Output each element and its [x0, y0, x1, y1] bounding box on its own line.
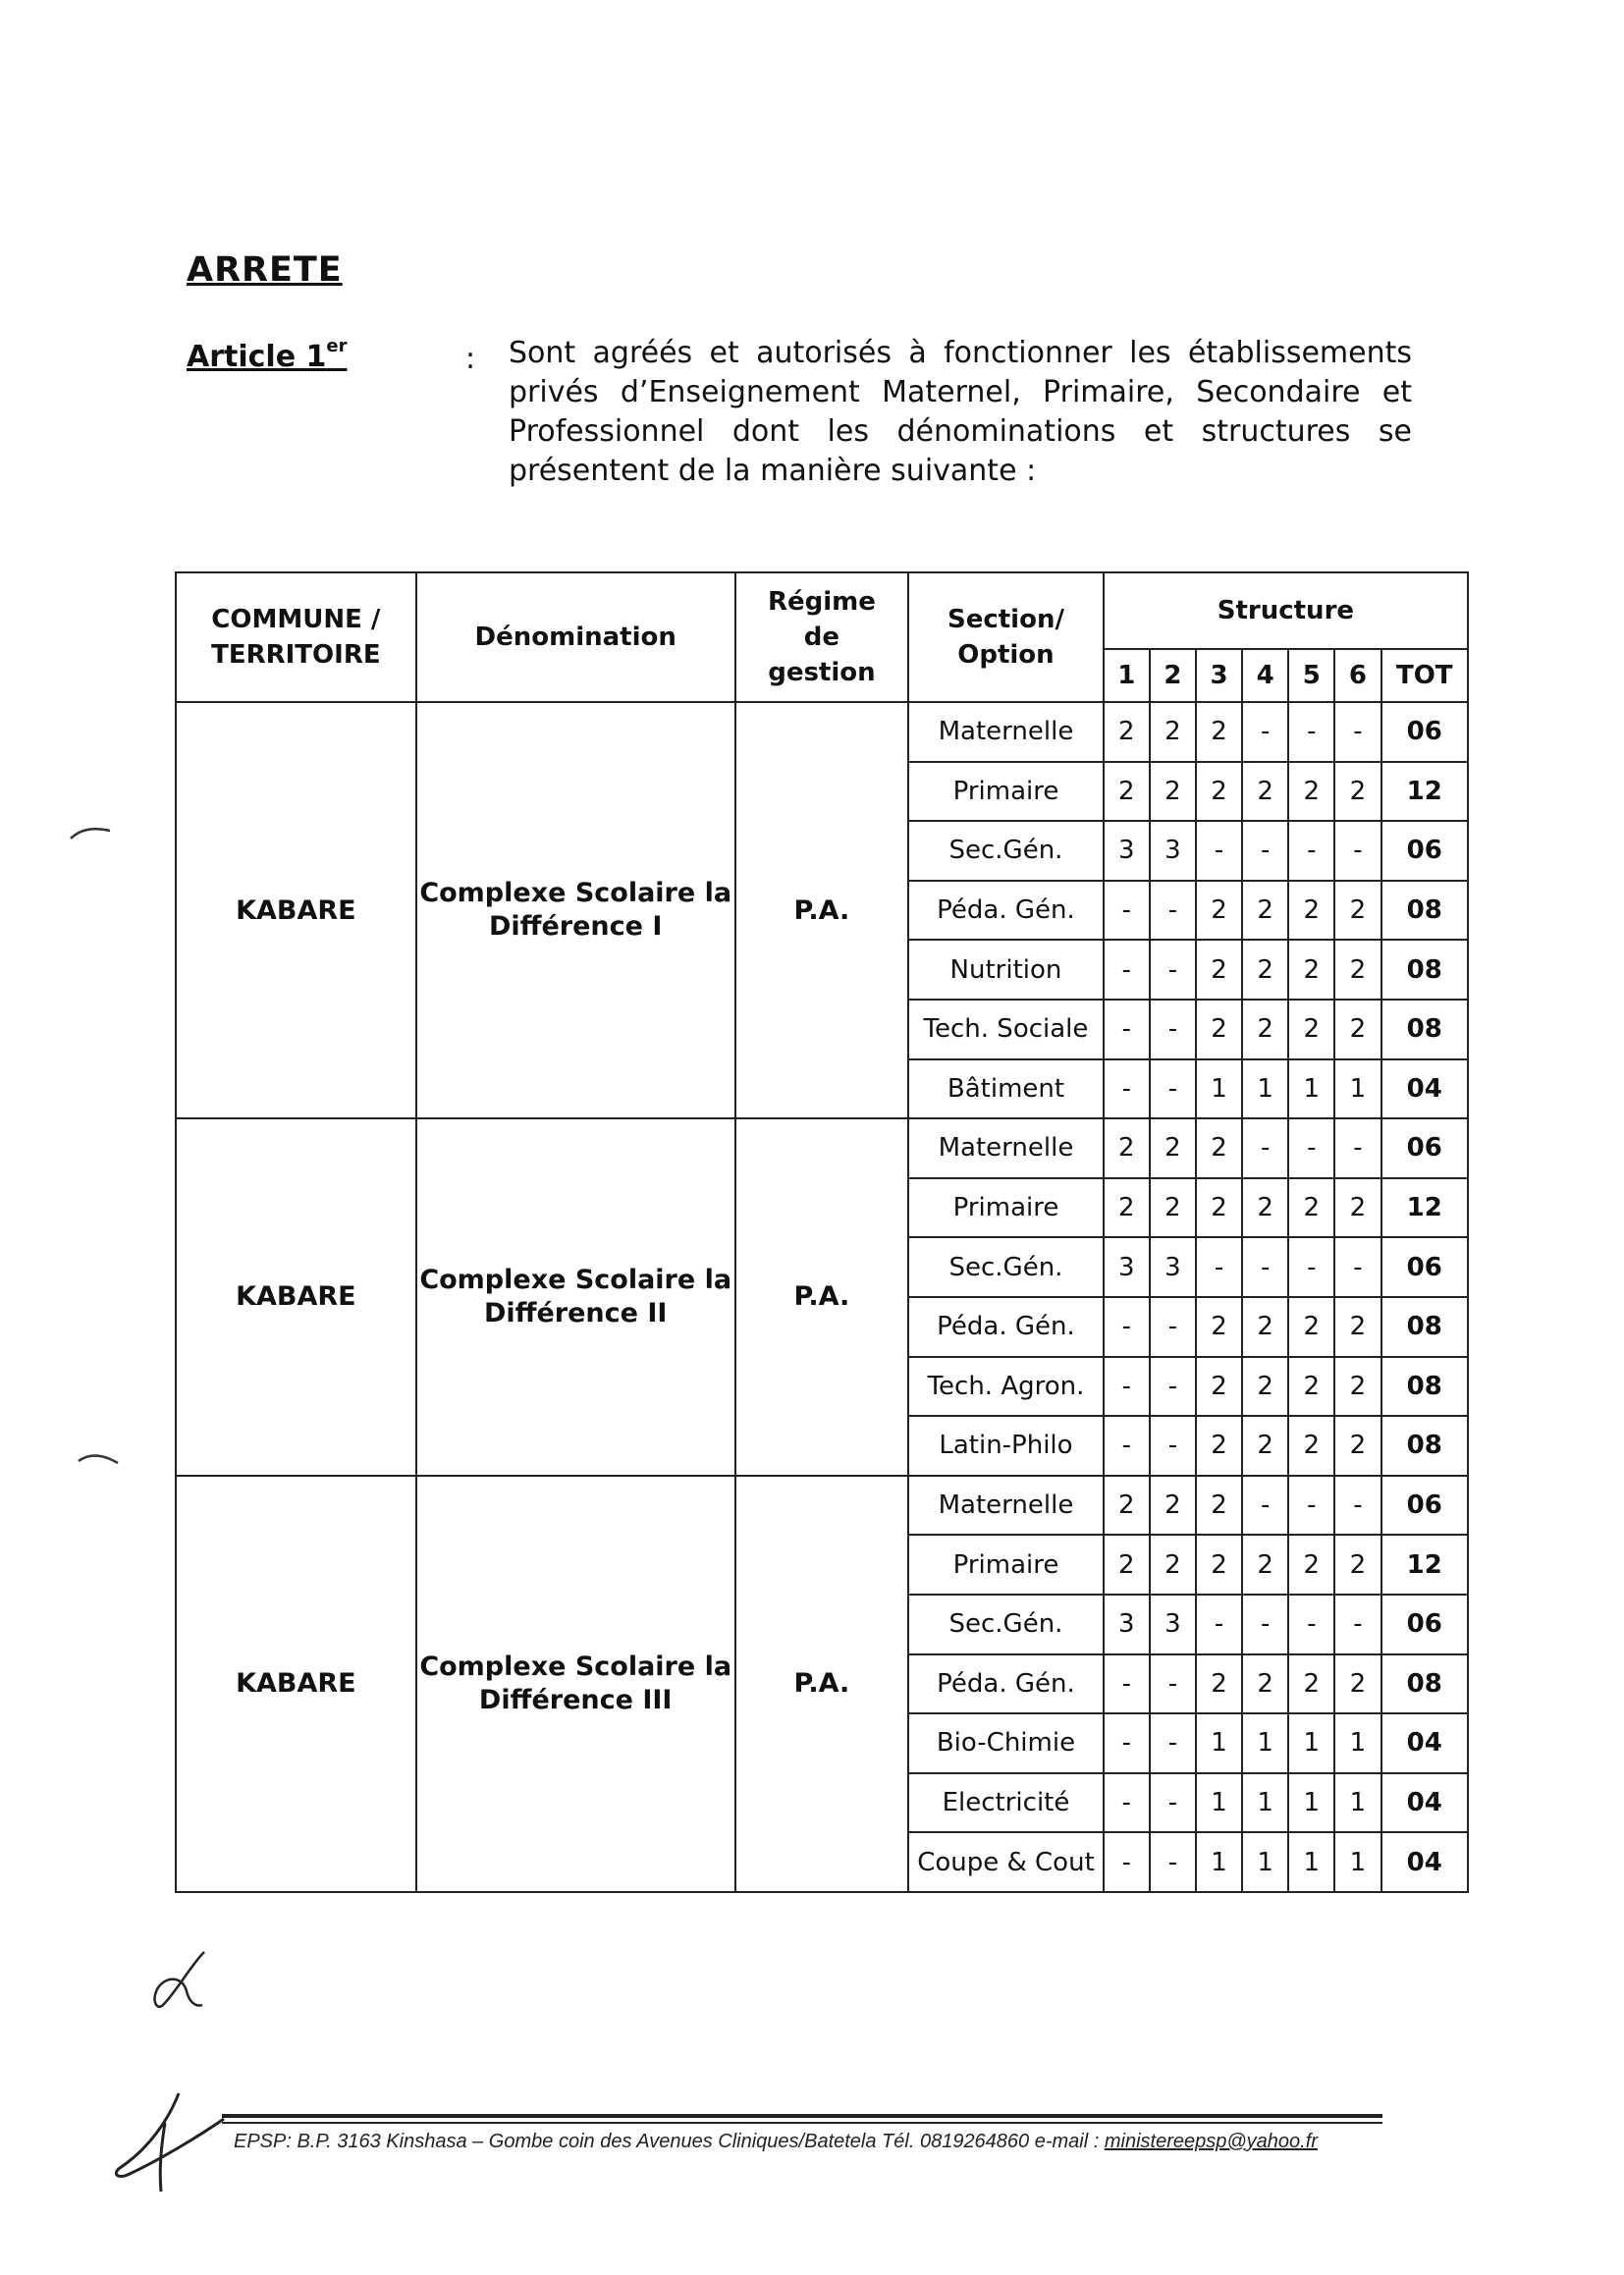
- structure-cell-5: 2: [1288, 1178, 1334, 1238]
- structure-cell-5: 1: [1288, 1059, 1334, 1119]
- commune-cell: KABARE: [176, 1118, 416, 1476]
- initial-mark: [147, 1946, 216, 2015]
- structure-cell-4: 2: [1242, 1178, 1288, 1238]
- table-row: [176, 1476, 1468, 1536]
- structure-cell-3: 2: [1196, 1476, 1242, 1536]
- option-cell: Primaire: [908, 1535, 1104, 1595]
- structure-cell-1: 2: [1104, 1535, 1150, 1595]
- article-label-superscript: er: [326, 336, 348, 356]
- article-colon: :: [465, 342, 476, 376]
- total-cell: 08: [1381, 1416, 1468, 1476]
- option-cell: Sec.Gén.: [908, 1237, 1104, 1297]
- structure-cell-4: 2: [1242, 1297, 1288, 1357]
- option-cell: Coupe & Cout: [908, 1832, 1104, 1892]
- denomination-cell: Complexe Scolaire la Différence II: [416, 1118, 735, 1476]
- table-row: [176, 1118, 1468, 1178]
- regime-cell: P.A.: [735, 1118, 909, 1476]
- structure-cell-6: 1: [1334, 1832, 1380, 1892]
- structure-cell-1: -: [1104, 1654, 1150, 1714]
- structure-cell-5: -: [1288, 821, 1334, 881]
- total-cell: 06: [1381, 1476, 1468, 1536]
- denomination-cell: Complexe Scolaire la Différence I: [416, 702, 735, 1118]
- option-cell: Maternelle: [908, 702, 1104, 762]
- structure-cell-2: 2: [1150, 1178, 1196, 1238]
- structure-cell-1: 2: [1104, 1178, 1150, 1238]
- total-cell: 12: [1381, 762, 1468, 822]
- structure-cell-4: -: [1242, 702, 1288, 762]
- structure-cell-6: -: [1334, 1118, 1380, 1178]
- option-cell: Péda. Gén.: [908, 1297, 1104, 1357]
- structure-cell-1: -: [1104, 1357, 1150, 1417]
- page-heading: ARRETE: [187, 250, 343, 290]
- structure-cell-6: 2: [1334, 1416, 1380, 1476]
- header-col-tot: TOT: [1381, 649, 1468, 702]
- structure-cell-6: 2: [1334, 940, 1380, 1000]
- option-cell: Sec.Gén.: [908, 821, 1104, 881]
- structure-cell-6: 2: [1334, 1000, 1380, 1059]
- structure-cell-5: 2: [1288, 1416, 1334, 1476]
- total-cell: 04: [1381, 1713, 1468, 1773]
- structure-cell-1: -: [1104, 1416, 1150, 1476]
- structure-cell-6: -: [1334, 702, 1380, 762]
- article-text: Sont agréés et autorisés à fonctionner les établissements privés d’Enseignement Maternel, Primaire, Secondaire et Professionnel dont les dénominations et structures se présentent de la manière suivante :: [509, 336, 1412, 488]
- structure-cell-2: -: [1150, 1832, 1196, 1892]
- structure-cell-1: 2: [1104, 1476, 1150, 1536]
- structure-cell-6: -: [1334, 1237, 1380, 1297]
- option-cell: Primaire: [908, 1178, 1104, 1238]
- total-cell: 08: [1381, 1297, 1468, 1357]
- structure-cell-2: -: [1150, 1713, 1196, 1773]
- regime-cell: P.A.: [735, 702, 909, 1118]
- structure-cell-3: 2: [1196, 1000, 1242, 1059]
- total-cell: 04: [1381, 1059, 1468, 1119]
- article-label-text: Article 1: [187, 340, 327, 374]
- structure-cell-4: -: [1242, 1595, 1288, 1654]
- structure-cell-5: -: [1288, 702, 1334, 762]
- structure-cell-3: 2: [1196, 1118, 1242, 1178]
- structure-cell-6: -: [1334, 1476, 1380, 1536]
- structure-cell-1: -: [1104, 1059, 1150, 1119]
- structure-cell-1: 2: [1104, 702, 1150, 762]
- option-cell: Primaire: [908, 762, 1104, 822]
- structure-cell-2: -: [1150, 881, 1196, 941]
- table-row: [176, 702, 1468, 762]
- header-col-6: 6: [1334, 649, 1380, 702]
- structure-cell-2: 2: [1150, 1118, 1196, 1178]
- total-cell: 06: [1381, 1118, 1468, 1178]
- structure-cell-1: 3: [1104, 1595, 1150, 1654]
- total-cell: 12: [1381, 1535, 1468, 1595]
- margin-mark-1: [67, 821, 116, 844]
- structure-cell-4: 1: [1242, 1832, 1288, 1892]
- structure-cell-2: 3: [1150, 1237, 1196, 1297]
- structure-cell-5: 2: [1288, 881, 1334, 941]
- structure-cell-2: -: [1150, 1297, 1196, 1357]
- structure-cell-2: 2: [1150, 1535, 1196, 1595]
- structure-cell-4: 2: [1242, 1000, 1288, 1059]
- structure-cell-3: 1: [1196, 1773, 1242, 1833]
- structure-cell-4: 2: [1242, 1357, 1288, 1417]
- structure-cell-3: 2: [1196, 1178, 1242, 1238]
- total-cell: 12: [1381, 1178, 1468, 1238]
- margin-mark-2: [75, 1447, 124, 1471]
- structure-cell-1: -: [1104, 1832, 1150, 1892]
- structure-cell-2: -: [1150, 940, 1196, 1000]
- structure-cell-5: -: [1288, 1118, 1334, 1178]
- structure-cell-2: -: [1150, 1654, 1196, 1714]
- structure-cell-1: 2: [1104, 1118, 1150, 1178]
- structure-cell-4: 2: [1242, 1654, 1288, 1714]
- structure-cell-3: 2: [1196, 881, 1242, 941]
- total-cell: 06: [1381, 1595, 1468, 1654]
- structure-cell-2: -: [1150, 1773, 1196, 1833]
- structure-cell-4: 2: [1242, 762, 1288, 822]
- structure-cell-4: 2: [1242, 940, 1288, 1000]
- structure-cell-3: 1: [1196, 1713, 1242, 1773]
- table-header: [176, 572, 1468, 702]
- structure-cell-5: -: [1288, 1595, 1334, 1654]
- structure-cell-2: -: [1150, 1416, 1196, 1476]
- structure-cell-1: -: [1104, 1000, 1150, 1059]
- structure-cell-3: 1: [1196, 1059, 1242, 1119]
- structure-cell-4: 1: [1242, 1059, 1288, 1119]
- option-cell: Maternelle: [908, 1118, 1104, 1178]
- structure-cell-5: 2: [1288, 1000, 1334, 1059]
- structure-cell-6: 2: [1334, 1535, 1380, 1595]
- total-cell: 06: [1381, 1237, 1468, 1297]
- footer-rule-thin: [222, 2122, 1382, 2124]
- structure-cell-3: 2: [1196, 940, 1242, 1000]
- total-cell: 08: [1381, 1000, 1468, 1059]
- total-cell: 08: [1381, 940, 1468, 1000]
- structure-cell-4: -: [1242, 1118, 1288, 1178]
- total-cell: 06: [1381, 702, 1468, 762]
- total-cell: 08: [1381, 881, 1468, 941]
- structure-cell-1: 3: [1104, 1237, 1150, 1297]
- structure-cell-3: 2: [1196, 1416, 1242, 1476]
- structure-cell-5: 2: [1288, 1357, 1334, 1417]
- footer-address: [234, 2131, 1318, 2153]
- header-col-4: 4: [1242, 649, 1288, 702]
- structure-cell-6: -: [1334, 821, 1380, 881]
- structure-cell-1: -: [1104, 1297, 1150, 1357]
- denomination-cell: Complexe Scolaire la Différence III: [416, 1476, 735, 1892]
- structure-cell-2: 2: [1150, 762, 1196, 822]
- structure-cell-1: -: [1104, 881, 1150, 941]
- total-cell: 06: [1381, 821, 1468, 881]
- commune-cell: KABARE: [176, 702, 416, 1118]
- structure-cell-1: -: [1104, 940, 1150, 1000]
- option-cell: Péda. Gén.: [908, 881, 1104, 941]
- header-col-3: 3: [1196, 649, 1242, 702]
- structure-cell-2: -: [1150, 1000, 1196, 1059]
- regime-cell: P.A.: [735, 1476, 909, 1892]
- structure-cell-3: -: [1196, 1595, 1242, 1654]
- header-denomination: Dénomination: [416, 572, 735, 702]
- structure-cell-3: 2: [1196, 1535, 1242, 1595]
- option-cell: Maternelle: [908, 1476, 1104, 1536]
- structure-cell-6: 1: [1334, 1773, 1380, 1833]
- article-label: [187, 336, 348, 374]
- structure-cell-2: -: [1150, 1059, 1196, 1119]
- option-cell: Tech. Agron.: [908, 1357, 1104, 1417]
- structure-cell-6: 2: [1334, 1654, 1380, 1714]
- structure-cell-5: 2: [1288, 1535, 1334, 1595]
- structure-cell-6: -: [1334, 1595, 1380, 1654]
- option-cell: Bâtiment: [908, 1059, 1104, 1119]
- structure-cell-3: -: [1196, 1237, 1242, 1297]
- structure-cell-3: -: [1196, 821, 1242, 881]
- structure-cell-5: 2: [1288, 1297, 1334, 1357]
- structure-cell-6: 1: [1334, 1059, 1380, 1119]
- header-col-2: 2: [1150, 649, 1196, 702]
- structure-cell-6: 2: [1334, 1357, 1380, 1417]
- structure-cell-6: 2: [1334, 1178, 1380, 1238]
- structure-cell-4: 1: [1242, 1773, 1288, 1833]
- option-cell: Latin-Philo: [908, 1416, 1104, 1476]
- structure-cell-4: 2: [1242, 881, 1288, 941]
- structure-cell-5: 2: [1288, 1654, 1334, 1714]
- structure-cell-4: -: [1242, 1476, 1288, 1536]
- structure-cell-1: 2: [1104, 762, 1150, 822]
- header-commune: COMMUNE / TERRITOIRE: [176, 572, 416, 702]
- structure-cell-2: -: [1150, 1357, 1196, 1417]
- structure-cell-1: 3: [1104, 821, 1150, 881]
- structure-cell-4: 2: [1242, 1535, 1288, 1595]
- structure-cell-6: 2: [1334, 762, 1380, 822]
- structure-cell-5: -: [1288, 1476, 1334, 1536]
- option-cell: Nutrition: [908, 940, 1104, 1000]
- footer-email-link[interactable]: ministereepsp@yahoo.fr: [1104, 2131, 1318, 2152]
- header-structure: Structure: [1104, 572, 1468, 649]
- total-cell: 04: [1381, 1773, 1468, 1833]
- structure-cell-3: 2: [1196, 702, 1242, 762]
- option-cell: Tech. Sociale: [908, 1000, 1104, 1059]
- schools-table: [175, 571, 1469, 1893]
- structure-cell-1: -: [1104, 1713, 1150, 1773]
- structure-cell-1: -: [1104, 1773, 1150, 1833]
- total-cell: 08: [1381, 1357, 1468, 1417]
- option-cell: Electricité: [908, 1773, 1104, 1833]
- structure-cell-3: 2: [1196, 1357, 1242, 1417]
- structure-cell-4: -: [1242, 821, 1288, 881]
- total-cell: 04: [1381, 1832, 1468, 1892]
- footer-address-text: EPSP: B.P. 3163 Kinshasa – Gombe coin des Avenues Cliniques/Batetela Tél. 0819264860 e-mail :: [234, 2131, 1105, 2152]
- total-cell: 08: [1381, 1654, 1468, 1714]
- structure-cell-5: 1: [1288, 1713, 1334, 1773]
- signature-mark: [110, 2089, 228, 2197]
- structure-cell-2: 3: [1150, 821, 1196, 881]
- structure-cell-6: 2: [1334, 881, 1380, 941]
- commune-cell: KABARE: [176, 1476, 416, 1892]
- footer-rule-thick: [222, 2114, 1382, 2118]
- structure-cell-3: 1: [1196, 1832, 1242, 1892]
- structure-cell-4: 2: [1242, 1416, 1288, 1476]
- structure-cell-3: 2: [1196, 1654, 1242, 1714]
- option-cell: Bio-Chimie: [908, 1713, 1104, 1773]
- structure-cell-5: 1: [1288, 1773, 1334, 1833]
- structure-cell-3: 2: [1196, 1297, 1242, 1357]
- header-col-1: 1: [1104, 649, 1150, 702]
- structure-cell-2: 3: [1150, 1595, 1196, 1654]
- structure-cell-5: -: [1288, 1237, 1334, 1297]
- option-cell: Sec.Gén.: [908, 1595, 1104, 1654]
- structure-cell-6: 2: [1334, 1297, 1380, 1357]
- table-body: [176, 702, 1468, 1892]
- header-col-5: 5: [1288, 649, 1334, 702]
- structure-cell-4: 1: [1242, 1713, 1288, 1773]
- structure-cell-5: 1: [1288, 1832, 1334, 1892]
- header-regime: Régime de gestion: [735, 572, 909, 702]
- structure-cell-5: 2: [1288, 762, 1334, 822]
- structure-cell-2: 2: [1150, 1476, 1196, 1536]
- option-cell: Péda. Gén.: [908, 1654, 1104, 1714]
- structure-cell-6: 1: [1334, 1713, 1380, 1773]
- structure-cell-5: 2: [1288, 940, 1334, 1000]
- structure-cell-2: 2: [1150, 702, 1196, 762]
- structure-cell-4: -: [1242, 1237, 1288, 1297]
- header-section: Section/ Option: [908, 572, 1104, 702]
- structure-cell-3: 2: [1196, 762, 1242, 822]
